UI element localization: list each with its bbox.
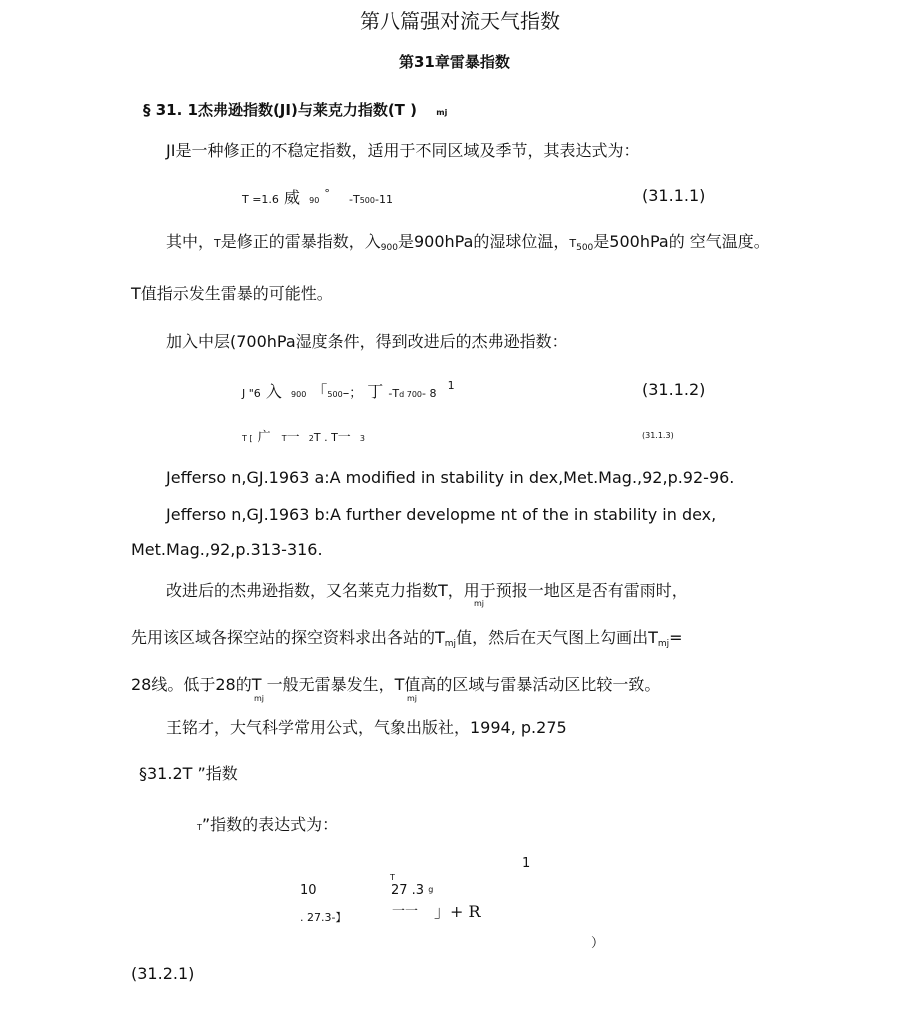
- eq3-t2: T: [281, 434, 287, 443]
- eq3-dash1: 一: [286, 430, 300, 445]
- section2-intro-t: T: [197, 823, 202, 832]
- explain-part-5: 是900hPa的湿球位温，: [397, 232, 570, 251]
- eq2-minus-8: - 8: [422, 387, 437, 400]
- formula-frac-sub: g: [428, 885, 434, 894]
- explain-part-3: 是修正的雷暴指数，入: [220, 232, 381, 251]
- para2-line-2-sub: mj: [444, 639, 457, 649]
- para2-line-3: [131, 677, 660, 693]
- eq1-degree: °: [324, 187, 330, 200]
- explain-part-1: 其中，: [166, 232, 215, 251]
- indicates-line: T值指示发生雷暴的可能性。: [131, 284, 333, 303]
- eq1-minus-t: -T: [349, 193, 360, 206]
- section-heading-subscript: mj: [436, 108, 448, 117]
- explain-sub-500: 500: [576, 243, 594, 253]
- chapter-title: 第31章雷暴指数: [399, 53, 510, 71]
- eq2-minus-t: -T: [388, 387, 400, 400]
- eq3-2: 2: [308, 434, 314, 443]
- eq2-ding: 丁: [367, 382, 384, 401]
- formula-left: . 27.3-】: [300, 911, 347, 924]
- eq2-bracket: 「: [311, 382, 328, 401]
- reference-3: 王铭才，大气科学常用公式，气象出版社，1994, p.275: [166, 718, 567, 737]
- explain-t: T: [214, 237, 221, 250]
- formula-ten: 10: [300, 883, 317, 898]
- para2-line-2: [131, 630, 683, 649]
- eq2-number: (31.1.2): [642, 380, 706, 399]
- eq3-3: 3: [359, 434, 365, 443]
- para2-line-1b: 用于预报一地区是否有雷雨时，: [463, 581, 688, 600]
- explain-t500: T: [569, 237, 577, 250]
- eq3-t: T [: [242, 434, 253, 443]
- eq3-dash2: 一: [337, 430, 351, 445]
- section-heading-text: § 31. 1杰弗逊指数(JI)与莱克力指数(T ): [143, 101, 417, 119]
- section-heading-31-1: [143, 103, 447, 118]
- eq3-tt: T . T: [313, 431, 338, 444]
- eq1-const: -11: [375, 193, 393, 206]
- eq2-sub-500: 500: [327, 390, 343, 399]
- para2-line-1-subscript: mj: [474, 599, 485, 608]
- section-heading-31-2: §31.2T ”指数: [139, 764, 238, 783]
- eq1-sub-500: 500: [359, 196, 375, 205]
- para2-line-3-sub1: mj: [254, 694, 265, 703]
- para2-line-3a: 28线。低于28的T: [131, 675, 262, 694]
- eq1-lhs: T =1.6: [242, 193, 279, 206]
- eq1-symbol: 威: [284, 188, 301, 207]
- formula-fraction: [391, 884, 433, 897]
- para2-line-3b: 一般无雷暴发生，T值高的区域与雷暴活动区比较一致。: [266, 675, 661, 694]
- eq3-guang: 广: [257, 430, 271, 445]
- explain-part-8: 是500hPa的 空气温度。: [593, 232, 770, 251]
- eq2-lhs: J "6: [242, 387, 261, 400]
- formula-dash: 一一: [392, 904, 419, 919]
- section2-intro-text: ”指数的表达式为：: [201, 815, 339, 834]
- add-mid-paragraph: 加入中层(700hPa湿度条件，得到改进后的杰弗逊指数：: [166, 332, 568, 351]
- part-title: 第八篇强对流天气指数: [360, 9, 560, 33]
- para2-line-2-sub2: mj: [657, 639, 670, 649]
- formula-one: 1: [522, 856, 531, 871]
- eq1-number: (31.1.1): [642, 186, 706, 205]
- equation-31-1-3: [242, 428, 365, 444]
- para2-line-2a: 先用该区域各探空站的探空资料求出各站的T: [131, 628, 445, 647]
- equation-31-1-2: [242, 380, 455, 400]
- formula-right: 」+ R: [434, 902, 481, 921]
- eq2-sub-d700: d 700: [399, 390, 422, 399]
- eq1-sub-90: 90: [309, 196, 320, 205]
- explain-sub-900: 900: [380, 243, 398, 253]
- eq2-sup-1: 1: [447, 379, 455, 392]
- formula-number: (31.2.1): [131, 964, 195, 983]
- eq3-number: (31.1.3): [642, 431, 674, 440]
- intro-paragraph: JI是一种修正的不稳定指数，适用于不同区域及季节，其表达式为：: [166, 141, 640, 160]
- eq2-dash: –；: [342, 386, 363, 401]
- explain-paragraph: [166, 234, 770, 253]
- reference-2-line-1: Jefferso n,GJ.1963 b:A further developme nt of the in stability in dex,: [166, 505, 717, 524]
- formula-t-small: T: [390, 873, 395, 882]
- eq2-lambda: 入: [265, 382, 282, 401]
- reference-1: Jefferso n,GJ.1963 a:A modified in stability in dex,Met.Mag.,92,p.92-96.: [166, 468, 735, 487]
- para2-line-2c: =: [669, 628, 683, 647]
- para2-line-2b: 值，然后在天气图上勾画出T: [456, 628, 658, 647]
- reference-2-line-2: Met.Mag.,92,p.313-316.: [131, 540, 323, 559]
- para2-line-1: [166, 583, 688, 599]
- formula-paren: ）: [591, 936, 605, 951]
- para2-line-3-sub2: mj: [407, 694, 418, 703]
- section2-intro: [197, 817, 338, 833]
- para2-line-1a: 改进后的杰弗逊指数，又名莱克力指数T，: [166, 581, 464, 600]
- equation-31-1-1: [242, 188, 393, 206]
- formula-frac-value: 27 .3: [391, 883, 425, 898]
- eq2-sub-900: 900: [291, 390, 307, 399]
